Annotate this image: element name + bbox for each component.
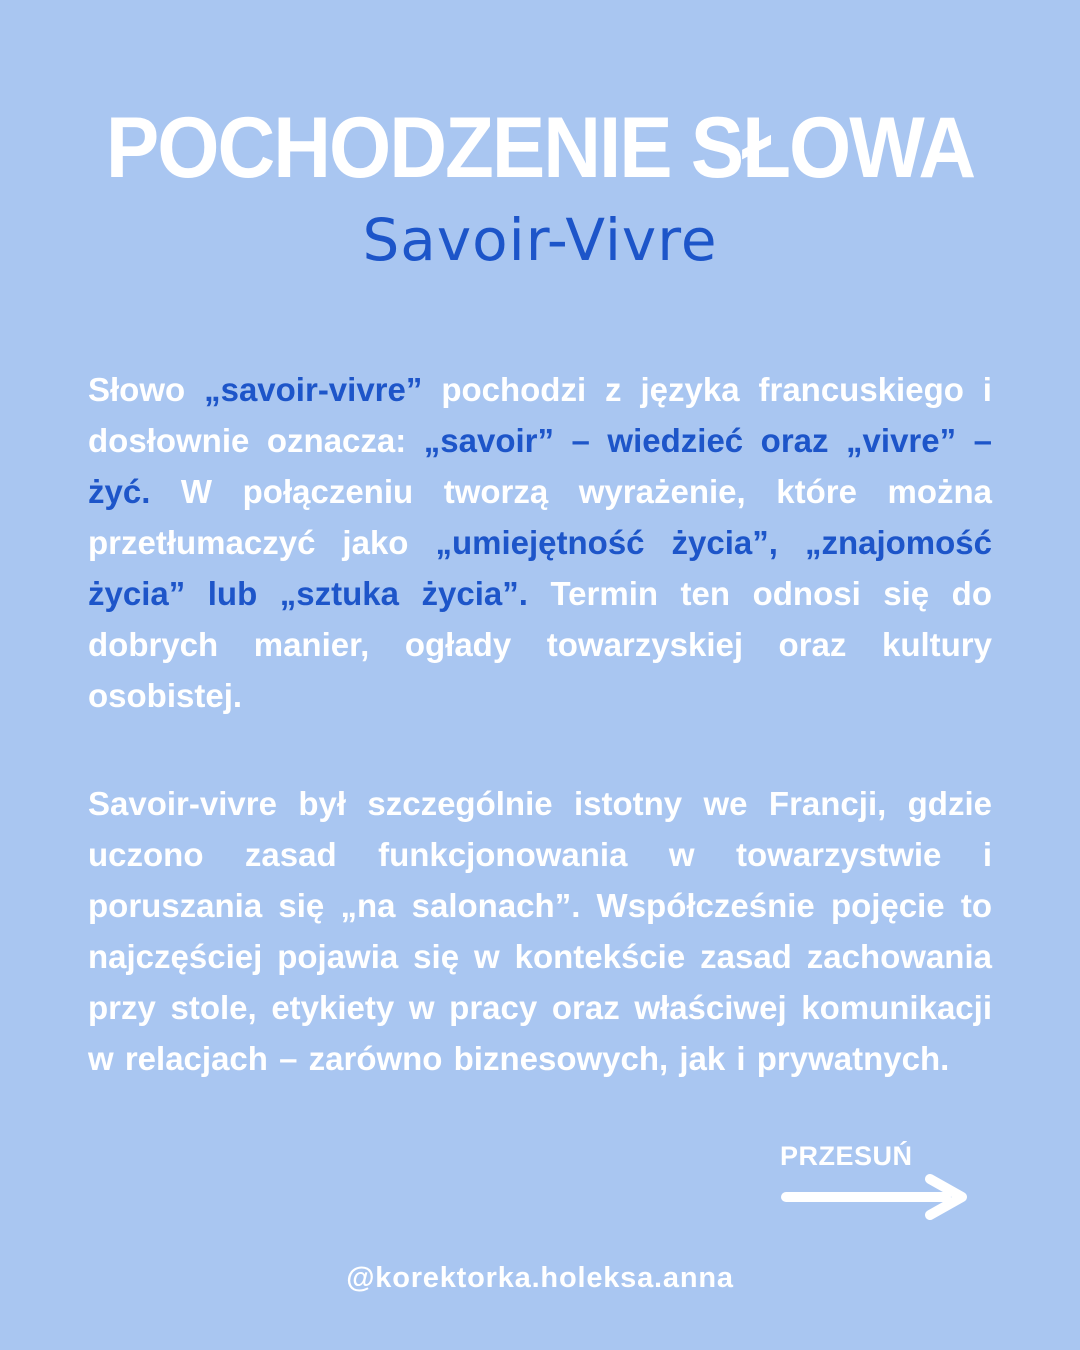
body-text bbox=[88, 364, 992, 1084]
highlighted-text: „umiejętność życia”, „znajomość życia” lub „sztuka życia”. bbox=[88, 524, 992, 612]
page-title: POCHODZENIE SŁOWA bbox=[105, 99, 975, 196]
text-segment: Termin ten odnosi się do dobrych manier, ogłady towarzyskiej oraz kultury osobistej. bbox=[88, 575, 992, 714]
highlighted-text: „savoir” – wiedzieć oraz „vivre” – żyć. bbox=[88, 422, 993, 510]
text-segment: pochodzi z języka francuskiego i dosłownie oznacza: bbox=[88, 371, 992, 459]
paragraph bbox=[88, 364, 992, 721]
text-segment: W połączeniu tworzą wyrażenie, które można przetłumaczyć jako bbox=[88, 473, 992, 561]
text-segment: Savoir-vivre był szczególnie istotny we Francji, gdzie uczono zasad funkcjonowania w towarzystwie i poruszania się „na salonach”. Współcześnie pojęcie to najczęściej pojawia się w kontekście zasad zachowania przy stole, etykiety w pracy oraz właściwej komunikacji w relacjach – zarówno biznesowych, jak i prywatnych. bbox=[88, 785, 992, 1077]
text-segment: Słowo bbox=[88, 371, 205, 408]
swipe-next-cue[interactable] bbox=[780, 1141, 980, 1225]
arrow-right-icon bbox=[780, 1174, 980, 1225]
paragraph bbox=[88, 778, 992, 1084]
swipe-label: PRZESUŃ bbox=[780, 1141, 913, 1171]
page-subtitle: Savoir-Vivre bbox=[362, 206, 718, 274]
account-handle: @korektorka.holeksa.anna bbox=[346, 1262, 734, 1294]
highlighted-text: „savoir-vivre” bbox=[204, 371, 423, 408]
